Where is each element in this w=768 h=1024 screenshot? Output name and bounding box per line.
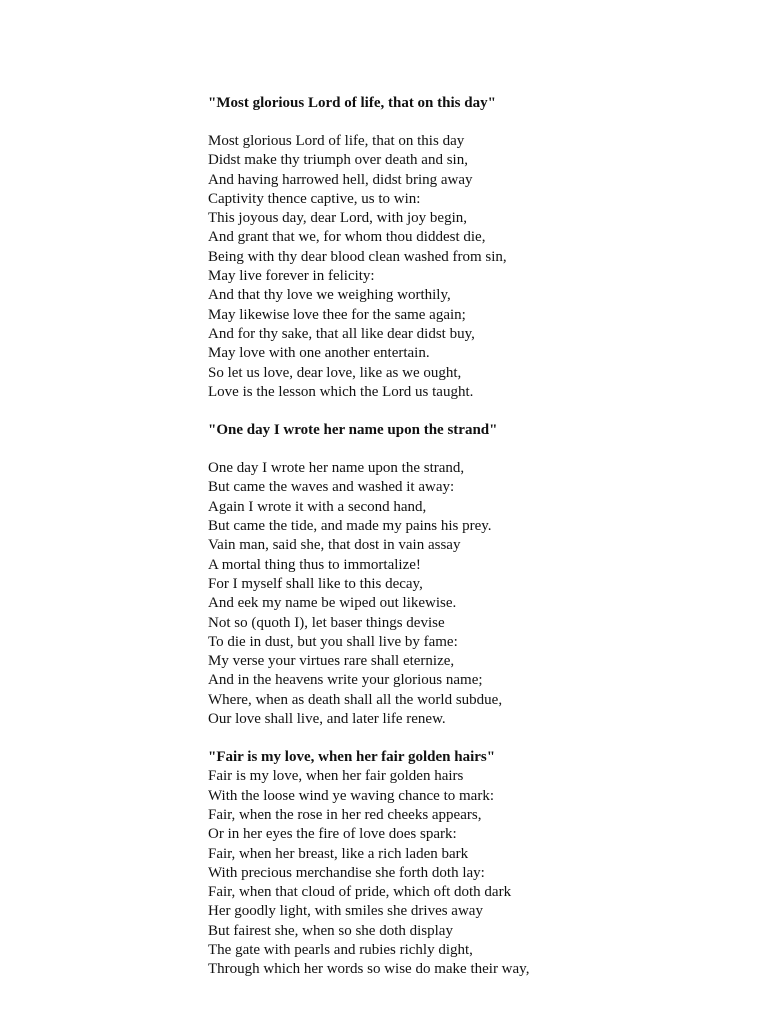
poem-line: But came the tide, and made my pains his prey. — [208, 518, 492, 535]
poem-line: Again I wrote it with a second hand, — [208, 498, 427, 515]
poem-fair-is-my-love — [208, 747, 748, 979]
poem-line: For I myself shall like to this decay, — [208, 575, 423, 592]
poem-line: And for thy sake, that all like dear didst buy, — [208, 325, 475, 342]
poem-line: Our love shall live, and later life renew. — [208, 711, 446, 728]
poem-line: With the loose wind ye waving chance to mark: — [208, 787, 494, 804]
poem-line: Her goodly light, with smiles she drives away — [208, 903, 483, 920]
poem-line: Not so (quoth I), let baser things devise — [208, 614, 445, 631]
poem-line: Through which her words so wise do make their way, — [208, 961, 530, 978]
poem-line: May likewise love thee for the same again; — [208, 306, 466, 323]
spacer — [208, 113, 748, 132]
poem-line: And in the heavens write your glorious name; — [208, 672, 483, 689]
poem-line: Love is the lesson which the Lord us taught. — [208, 383, 474, 400]
poem-title: "One day I wrote her name upon the strand" — [208, 422, 498, 439]
poem-line: A mortal thing thus to immortalize! — [208, 556, 421, 573]
poem-line: Captivity thence captive, us to win: — [208, 190, 421, 207]
poem-line: Most glorious Lord of life, that on this day — [208, 133, 465, 149]
poem-line: Fair is my love, when her fair golden hairs — [208, 768, 464, 785]
poem-line: Fair, when her breast, like a rich laden bark — [208, 845, 469, 862]
poem-title: "Most glorious Lord of life, that on this day" — [208, 95, 496, 111]
spacer — [208, 402, 748, 420]
poem-line: So let us love, dear love, like as we ought, — [208, 364, 462, 381]
poem-line: This joyous day, dear Lord, with joy begin, — [208, 210, 467, 227]
poem-line: And that thy love we weighing worthily, — [208, 287, 451, 304]
poem-line: Being with thy dear blood clean washed from sin, — [208, 248, 507, 265]
poem-line: And grant that we, for whom thou diddest die, — [208, 229, 486, 246]
poem-line: Didst make thy triumph over death and sin, — [208, 152, 468, 169]
poem-line: The gate with pearls and rubies richly dight, — [208, 941, 473, 958]
spacer — [208, 729, 748, 747]
spacer — [208, 440, 748, 459]
poem-line: Fair, when that cloud of pride, which oft doth dark — [208, 884, 512, 901]
poem-line: But fairest she, when so she doth display — [208, 922, 453, 939]
poem-line: And eek my name be wiped out likewise. — [208, 595, 457, 612]
poem-one-day-i-wrote — [208, 420, 748, 729]
poem-line: But came the waves and washed it away: — [208, 479, 455, 496]
poem-title: "Fair is my love, when her fair golden hairs" — [208, 749, 496, 766]
poem-line: With precious merchandise she forth doth lay: — [208, 864, 485, 881]
poem-line: To die in dust, but you shall live by fame: — [208, 633, 458, 650]
poem-line: Vain man, said she, that dost in vain assay — [208, 537, 461, 554]
poem-most-glorious-lord — [208, 93, 748, 402]
poem-line: May love with one another entertain. — [208, 345, 430, 362]
poem-line: One day I wrote her name upon the strand, — [208, 460, 465, 477]
poem-line: Or in her eyes the fire of love does spark: — [208, 826, 457, 843]
poem-line: Where, when as death shall all the world subdue, — [208, 691, 503, 708]
poem-line: May live forever in felicity: — [208, 268, 375, 285]
poem-line: Fair, when the rose in her red cheeks appears, — [208, 806, 482, 823]
poem-collection — [208, 93, 748, 980]
poem-line: My verse your virtues rare shall eternize, — [208, 653, 455, 670]
poem-line: And having harrowed hell, didst bring away — [208, 171, 473, 188]
